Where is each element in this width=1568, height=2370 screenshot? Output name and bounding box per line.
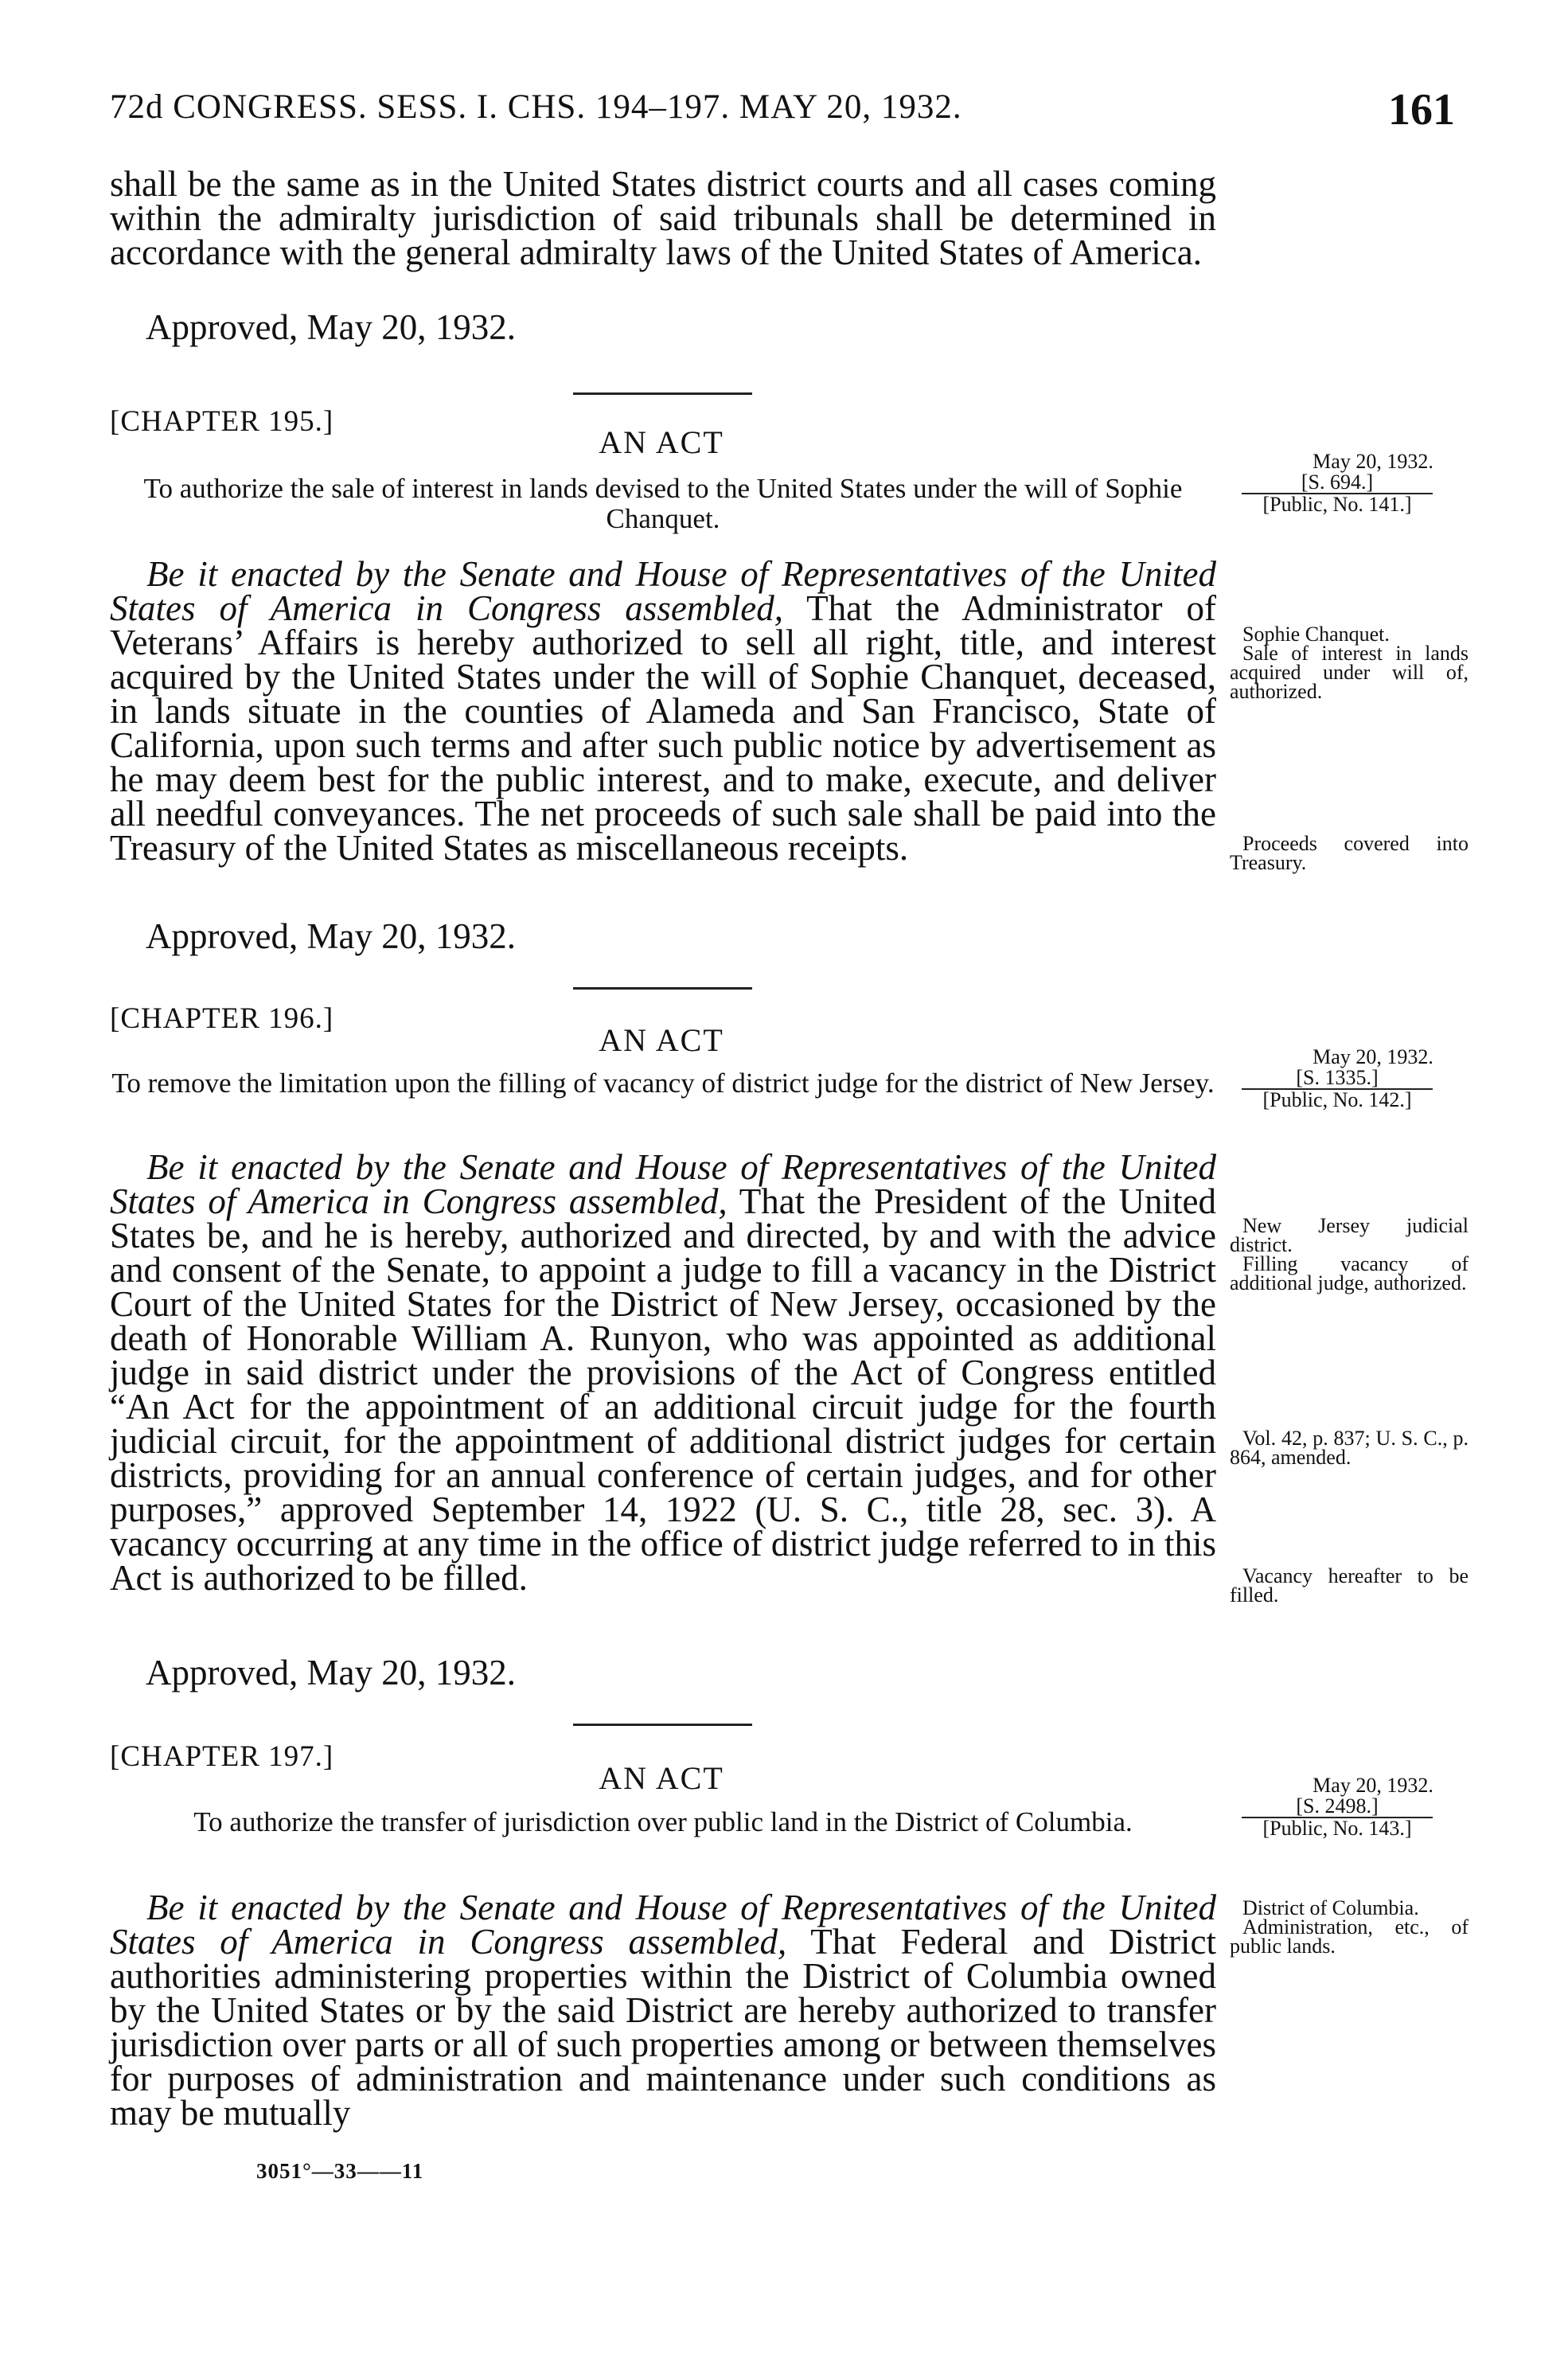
an-act-196: AN ACT [599,1022,724,1058]
enacting-clause-195: Be it enacted by the Senate and House of Representatives of the United States of America in Congress assembled, [110,554,1216,628]
text-196: That the President of the United States be, and he is hereby, authorized and directed, by and with the advice and consent of the Senate, to appoint a judge to fill a vacancy in the District Court of the United States for the District of New Jersey, occasioned by the death of Honorable William A. Runyon, who was appointed as additional judge in said district under the provisions of the Act of Congress entitled “An Act for the appointment of an additional circuit judge for the fourth judicial circuit, for the appointment of additional district judges for certain districts, providing for an annual conference of certain judges, and for other purposes,” approved September 14, 1922 (U. S. C., title 28, sec. 3). A vacancy occurring at any time in the office of district judge referred to in this Act is authorized to be filled. [110,1181,1216,1598]
approved-line-196: Approved, May 20, 1932. [146,1653,516,1693]
body-196 [110,1147,1216,1598]
rule-197 [573,1724,752,1726]
print-code: 3051°—33——11 [256,2159,424,2183]
text-195: That the Administrator of Veterans’ Affairs is hereby authorized to sell all right, title, and interest acquired by the United States under the will of Sophie Chanquet, deceased, in lands situate in the counties of Alameda and San Francisco, State of California, upon such terms and after such public notice by advertisement as he may deem best for the public interest, and to make, execute, and deliver all needful conveyances. The net proceeds of such sale shall be paid into the Treasury of the United States as miscellaneous receipts. [110,588,1216,868]
date-195: May 20, 1932. [1313,450,1433,473]
page-number: 161 [1388,85,1455,135]
bill-195: [S. 694.] [1242,472,1433,494]
bill-196: [S. 1335.] [1242,1068,1433,1090]
title-195: To authorize the sale of interest in lands devised to the United States under the will of Sophie Chanquet. [143,473,1183,534]
an-act-197: AN ACT [599,1760,724,1796]
margin-note-vol-42: Vol. 42, p. 837; U. S. C., p. 864, amended. [1230,1427,1469,1469]
rule-195 [573,392,752,395]
approved-line-194: Approved, May 20, 1932. [146,307,516,347]
margin-note-proceeds: Proceeds covered into Treasury. [1230,832,1469,874]
public-law-195: [Public, No. 141.] [1262,493,1412,516]
margin-note-new-jersey: New Jersey judicial district. Filling vacancy of additional judge, authorized. [1230,1214,1469,1294]
running-head-text: 72d CONGRESS. SESS. I. CHS. 194–197. MAY 20, 1932. [110,88,962,126]
approved-line-195: Approved, May 20, 1932. [146,916,516,956]
bill-197: [S. 2498.] [1242,1796,1433,1818]
enacting-clause-197: Be it enacted by the Senate and House of Representatives of the United States of America in Congress assembled, [110,1888,1216,1962]
text-197: That Federal and District authorities administering properties within the District of Columbia owned by the United States or by the said District are hereby authorized to transfer jurisdiction over parts or all of such properties among or between themselves for purposes of administration and maintenance under such conditions as may be mutually [110,1922,1216,2133]
chapter-196-heading: [CHAPTER 196.] [110,1002,334,1035]
title-197: To authorize the transfer of jurisdiction over public land in the District of Columbia. [193,1806,1133,1837]
sidebar-196 [1230,1047,1469,1111]
date-196: May 20, 1932. [1313,1045,1433,1068]
date-197: May 20, 1932. [1313,1774,1433,1797]
body-197 [110,1888,1216,2133]
running-head [110,85,1455,135]
chapter-195-heading: [CHAPTER 195.] [110,405,334,438]
chapter-197-heading: [CHAPTER 197.] [110,1740,334,1773]
public-law-196: [Public, No. 142.] [1262,1088,1412,1111]
body-195 [110,554,1216,868]
margin-note-vacancy: Vacancy hereafter to be filled. [1230,1564,1469,1607]
enacting-clause-196: Be it enacted by the Senate and House of Representatives of the United States of America in Congress assembled, [110,1147,1216,1221]
margin-note-district-columbia: District of Columbia. Administration, etc., of public lands. [1230,1896,1469,1958]
rule-196 [573,987,752,990]
sidebar-195 [1230,451,1469,515]
continuation-paragraph: shall be the same as in the United States district courts and all cases coming within the admiralty jurisdiction of said tribunals shall be determined in accordance with the general admiralty laws of the United States of America. [110,164,1216,272]
title-196: To remove the limitation upon the filling of vacancy of district judge for the district of New Jersey. [111,1068,1215,1099]
margin-note-sophie: Sophie Chanquet. Sale of interest in lands acquired under will of, authorized. [1230,623,1469,703]
public-law-197: [Public, No. 143.] [1262,1817,1412,1840]
an-act-195: AN ACT [599,424,724,460]
sidebar-197 [1230,1775,1469,1839]
